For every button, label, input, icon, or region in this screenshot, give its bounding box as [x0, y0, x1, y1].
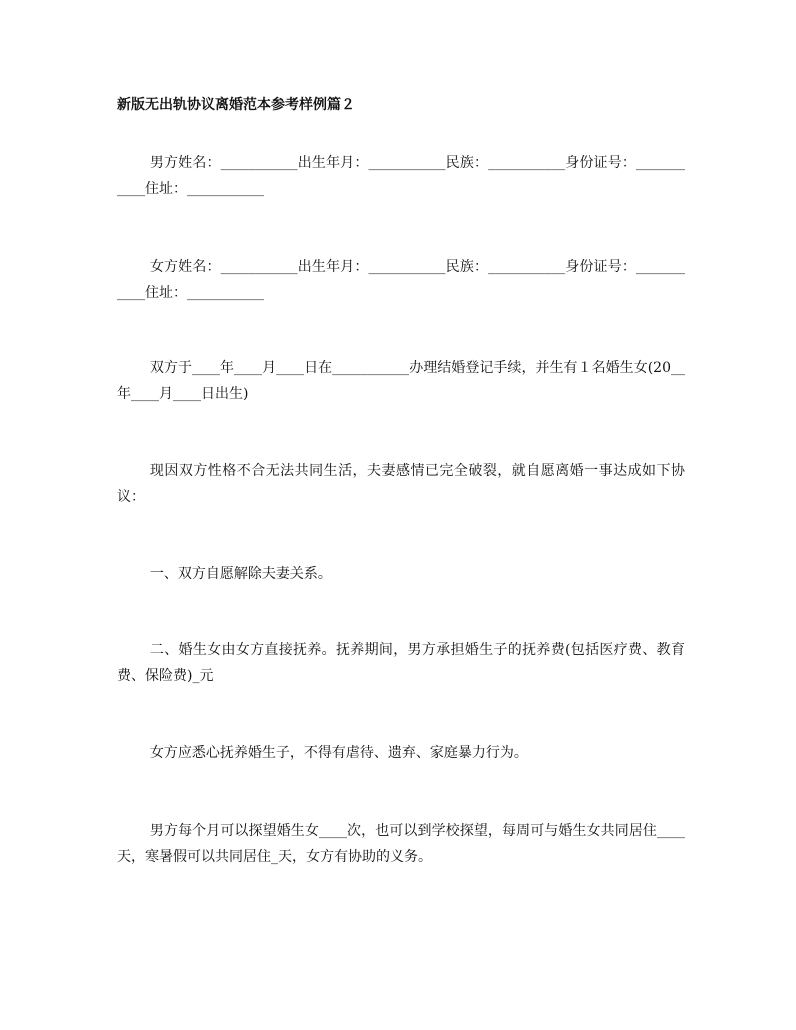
paragraph-female-party-info: 女方姓名：___________出生年月：___________民族：___________身份证号：___________住址：___________ — [117, 259, 685, 301]
paragraph-clause-two: 二、婚生女由女方直接抚养。抚养期间，男方承担婚生子的抚养费(包括医疗费、教育费、保险费)_元 — [117, 642, 685, 684]
paragraph-divorce-reason: 现因双方性格不合无法共同生活，夫妻感情已完全破裂，就自愿离婚一事达成如下协议： — [117, 463, 685, 505]
paragraph-male-party-info: 男方姓名：___________出生年月：___________民族：___________身份证号：___________住址：___________ — [117, 155, 685, 197]
paragraph-visitation: 男方每个月可以探望婚生女____次，也可以到学校探望，每周可与婚生女共同居住____天，寒暑假可以共同居住_天，女方有协助的义务。 — [117, 823, 685, 865]
paragraph-care-obligation: 女方应悉心抚养婚生子，不得有虐待、遗弃、家庭暴力行为。 — [149, 745, 528, 761]
paragraph-clause-one: 一、双方自愿解除夫妻关系。 — [149, 566, 332, 582]
paragraph-marriage-registration: 双方于____年____月____日在___________办理结婚登记手续，并生有１名婚生女(20__年____月____日出生) — [117, 360, 685, 402]
document-title: 新版无出轨协议离婚范本参考样例篇２ — [117, 97, 355, 113]
